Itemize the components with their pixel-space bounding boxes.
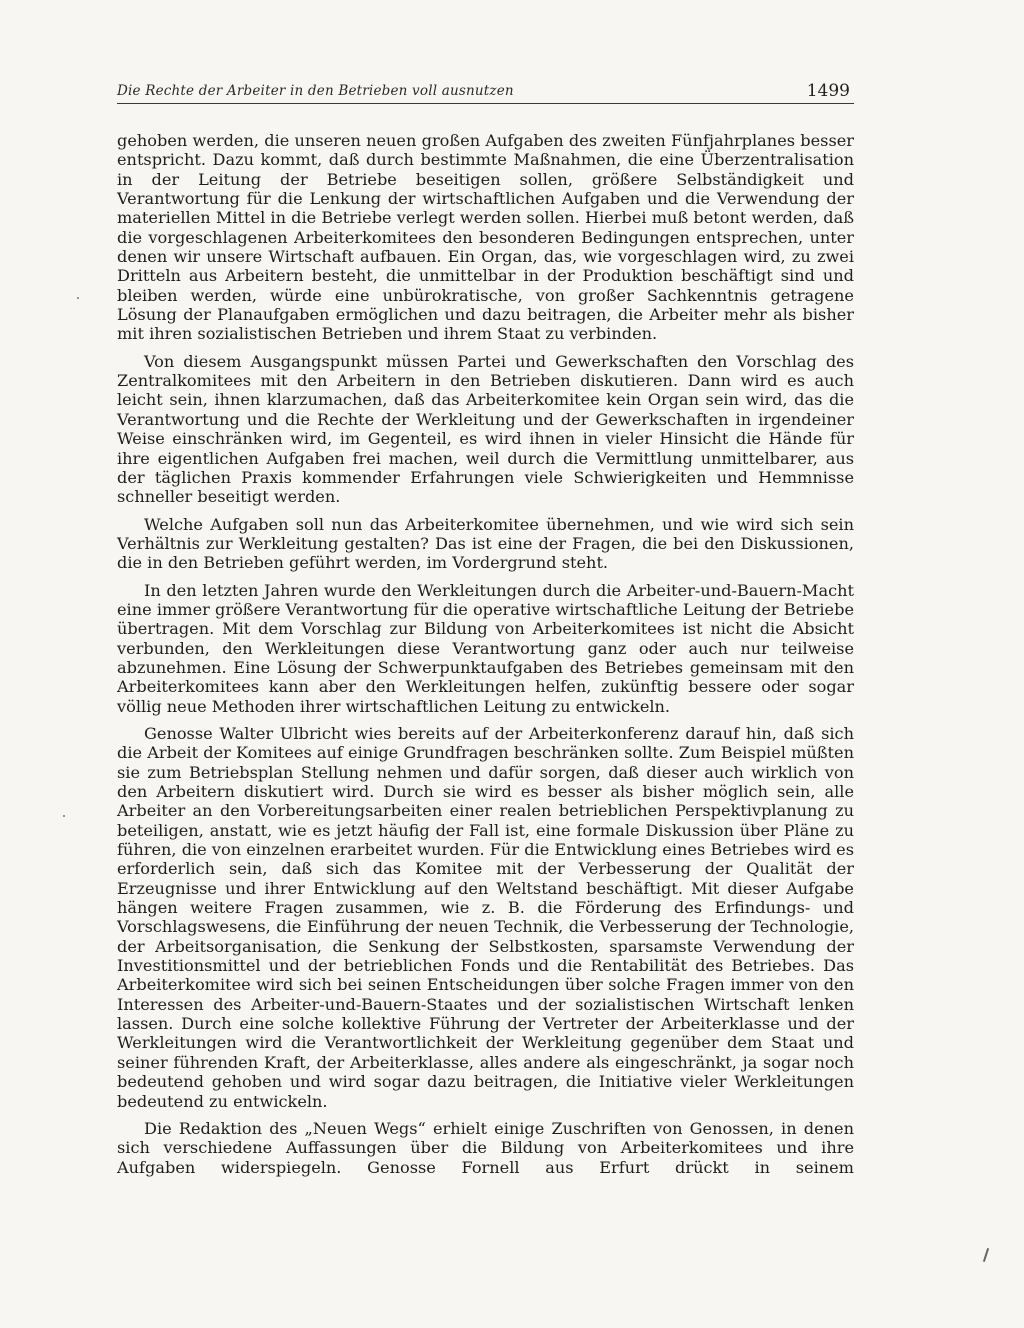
paragraph-6: Die Redaktion des „Neuen Wegs“ erhielt einige Zuschriften von Genossen, in denen sich verschiedene Auffassungen über die Bildung von Arbeiterkomitees und ihre Aufgaben widerspiegeln. Genosse Fornell aus Erfurt drückt in seinem (117, 1118, 854, 1177)
paragraph-5: Genosse Walter Ulbricht wies bereits auf der Arbeiterkonferenz darauf hin, daß sich die Arbeit der Komitees auf einige Grundfragen beschränken sollte. Zum Beispiel müßten sie zum Betriebsplan Stellung nehmen und dafür sorgen, daß dieser auch wirklich von den Arbeitern diskutiert wird. Durch sie wird es besser als bisher möglich sein, alle Arbeiter an den Vorbereitungsarbeiten einer realen betrieblichen Perspektivplanung zu beteiligen, anstatt, wie es jetzt häufig der Fall ist, eine formale Diskussion über Pläne zu führen, die von einzelnen erarbeitet wurden. Für die Entwicklung eines Betriebes wird es erforderlich sein, daß sich das Komitee mit der Verbesserung der Qualität der Erzeugnisse und ihrer Entwicklung auf den Weltstand beschäftigt. Mit dieser Aufgabe hängen weitere Fragen zusammen, wie z. B. die Förderung des Erfindungs- und Vorschlagswesens, die Einführung der neuen Technik, die Verbesserung der Technologie, der Arbeitsorganisation, die Senkung der Selbstkosten, sparsamste Verwendung der Investitionsmittel und der betrieblichen Fonds und die Rentabilität des Betriebes. Das Arbeiterkomitee wird sich bei seinen Entscheidungen über solche Fragen immer von den Interessen des Arbeiter-und-Bauern-Staates und der sozialistischen Wirtschaft lenken lassen. Durch eine solche kollektive Führung der Vertreter der Arbeiterklasse und der Werkleitungen wird die Verantwortlichkeit der Werkleitung gegenüber dem Staat und seiner führenden Kraft, der Arbeiterklasse, alles andere als eingeschränkt, ja sogar noch bedeutend gehoben und wird sogar dazu beitragen, die Initiative vieler Werkleitungen bedeutend zu entwickeln. (117, 723, 854, 1111)
page-header (117, 77, 854, 104)
scan-speck (63, 815, 65, 817)
scan-mark (983, 1248, 989, 1262)
paragraph-4: In den letzten Jahren wurde den Werkleitungen durch die Arbeiter-und-Bauern-Macht eine immer größere Verantwortung für die operative wirtschaftliche Leitung der Betriebe übertragen. Mit dem Vorschlag zur Bildung von Arbeiterkomitees ist nicht die Absicht verbunden, den Werkleitungen diese Verantwortung ganz oder auch nur teilweise abzunehmen. Eine Lösung der Schwerpunktaufgaben des Betriebes gemeinsam mit den Arbeiterkomitees kann aber den Werkleitungen helfen, zukünftig bessere oder sogar völlig neue Methoden ihrer wirtschaftlichen Leitung zu entwickeln. (117, 580, 854, 716)
body-text (117, 131, 854, 1185)
running-title: Die Rechte der Arbeiter in den Betrieben voll ausnutzen (117, 83, 514, 99)
paragraph-3: Welche Aufgaben soll nun das Arbeiterkomitee übernehmen, und wie wird sich sein Verhältnis zur Werkleitung gestalten? Das ist eine der Fragen, die bei den Diskussionen, die in den Betrieben geführt werden, im Vordergrund steht. (117, 514, 854, 573)
scan-speck (77, 297, 79, 299)
paragraph-1: gehoben werden, die unseren neuen großen Aufgaben des zweiten Fünfjahrplanes besser entspricht. Dazu kommt, daß durch bestimmte Maßnahmen, die eine Überzentralisation in der Leitung der Betriebe beseitigen sollen, größere Selbständigkeit und Verantwortung für die Lenkung der wirtschaftlichen Aufgaben und die Verwendung der materiellen Mittel in die Betriebe verlegt werden sollen. Hierbei muß betont werden, daß die vorgeschlagenen Arbeiterkomitees den besonderen Bedingungen entsprechen, unter denen wir unsere Wirtschaft aufbauen. Ein Organ, das, wie vorgeschlagen wird, zu zwei Dritteln aus Arbeitern besteht, die unmittelbar in der Produktion beschäftigt sind und bleiben werden, würde eine unbürokratische, von großer Sachkenntnis getragene Lösung der Planaufgaben ermöglichen und dazu beitragen, die Arbeiter mehr als bisher mit ihren sozialistischen Betrieben und ihrem Staat zu verbinden. (117, 131, 854, 344)
page-number: 1499 (806, 81, 850, 101)
paragraph-2: Von diesem Ausgangspunkt müssen Partei und Gewerkschaften den Vorschlag des Zentralkomitees mit den Arbeitern in den Betrieben diskutieren. Dann wird es auch leicht sein, ihnen klarzumachen, daß das Arbeiterkomitee kein Organ sein wird, das die Verantwortung und die Rechte der Werkleitung und der Gewerkschaften in irgendeiner Weise einschränken wird, im Gegenteil, es wird ihnen in vieler Hinsicht die Hände für ihre eigentlichen Aufgaben frei machen, weil durch die Vermittlung unmittelbarer, aus der täglichen Praxis kommender Erfahrungen viele Schwierigkeiten und Hemmnisse schneller beseitigt werden. (117, 351, 854, 507)
